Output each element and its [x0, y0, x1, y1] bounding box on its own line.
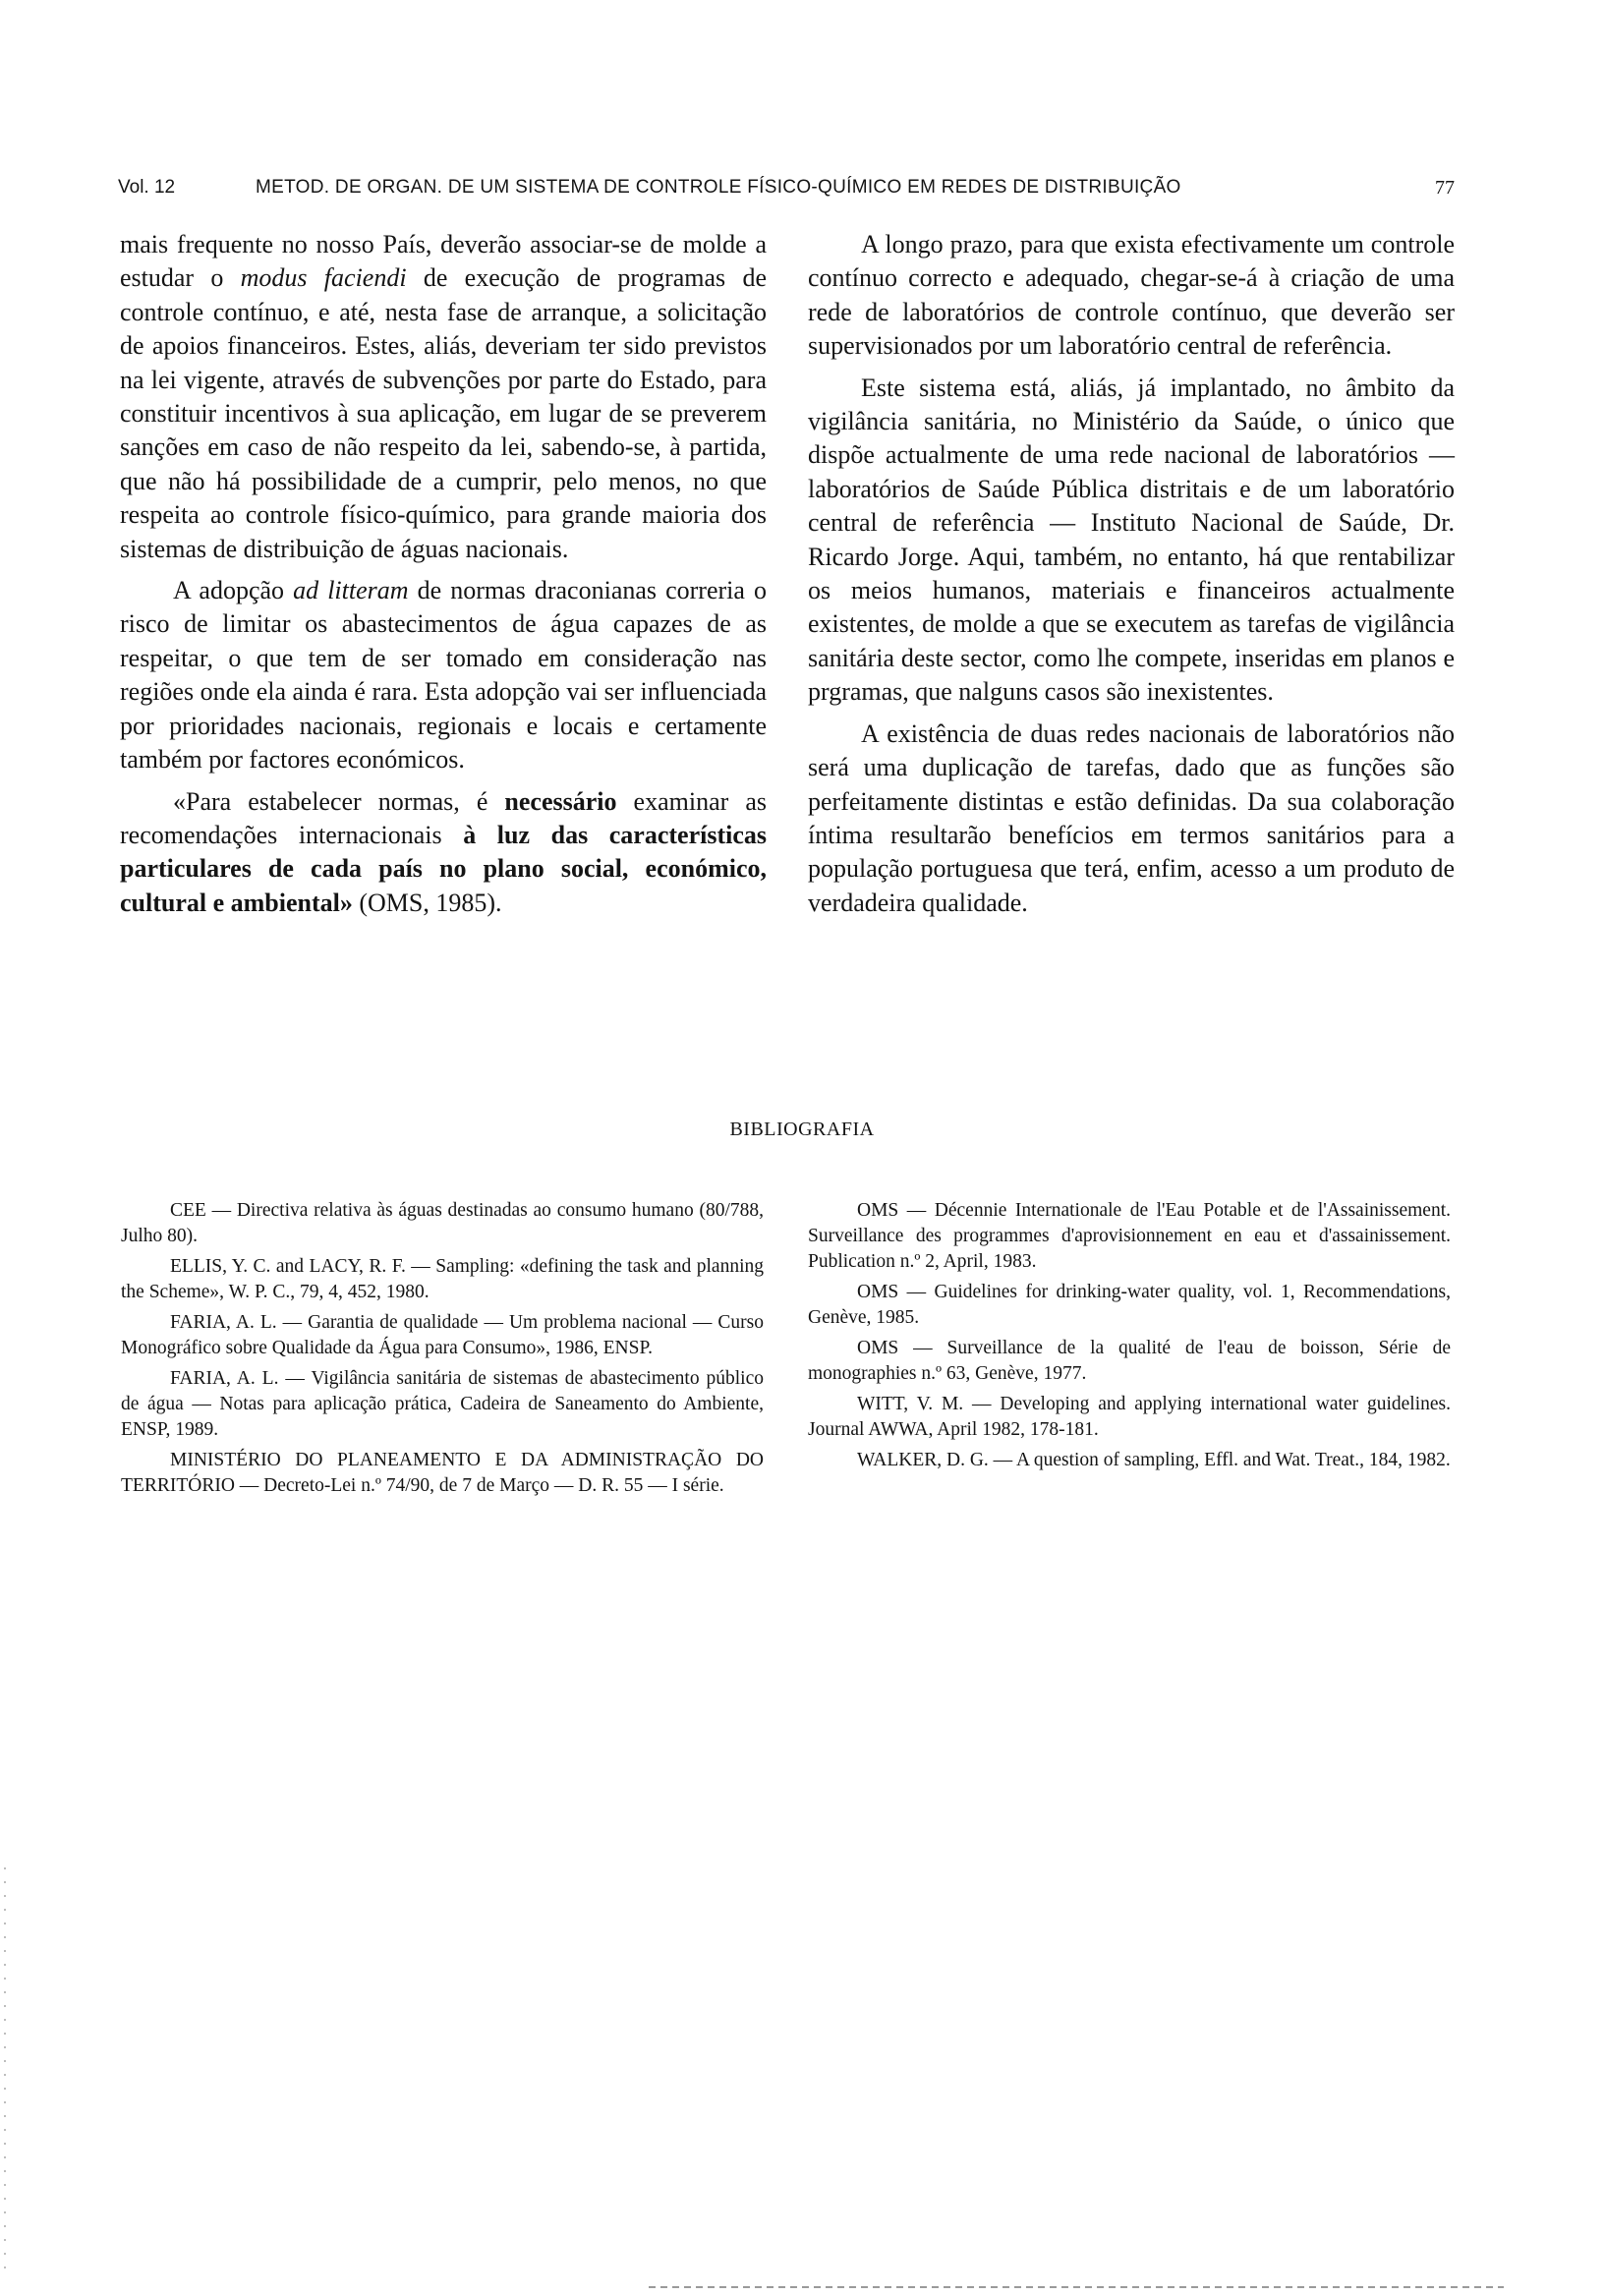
reference-item: OMS — Guidelines for drinking-water quality, vol. 1, Recommendations, Genève, 1985.: [808, 1282, 1451, 1328]
reference-item: FARIA, A. L. — Garantia de qualidade — Um problema nacional — Curso Monográfico sobre Qualidade da Água para Consumo», 1986, ENSP.: [121, 1312, 764, 1358]
reference-item: WITT, V. M. — Developing and applying international water guidelines. Journal AWWA, April 1982, 178-181.: [808, 1394, 1451, 1440]
paragraph: A existência de duas redes nacionais de laboratórios não será uma duplicação de tarefas, dado que as funções são perfeitamente distintas e estão definidas. Da sua colaboração íntima resultarão benefícios em termos sanitários para a população portuguesa que terá, enfim, acesso a um produto de verdadeira qualidade.: [808, 718, 1455, 917]
paragraph: A adopção ad litteram de normas draconianas correria o risco de limitar os abastecimentos de água capazes de as respeitar, o que tem de ser tomado em consideração nas regiões onde ela ainda é rara. Esta adopção vai ser influenciada por prioridades nacionais, regionais e locais e certamente também por factores económicos.: [120, 576, 767, 775]
reference-item: CEE — Directiva relativa às águas destinadas ao consumo humano (80/788, Julho 80).: [121, 1200, 764, 1246]
body-column-left: [120, 228, 767, 928]
reference-item: ELLIS, Y. C. and LACY, R. F. — Sampling: «defining the task and planning the Scheme», W. P. C., 79, 4, 452, 1980.: [121, 1256, 764, 1302]
reference-item: FARIA, A. L. — Vigilância sanitária de sistemas de abastecimento público de água — Notas para aplicação prática, Cadeira de Saneamento do Ambiente, ENSP, 1989.: [121, 1368, 764, 1440]
reference-item: OMS — Décennie Internationale de l'Eau Potable et de l'Assainissement. Surveillance des programmes d'aprovisionnement en eau et d'assainissement. Publication n.º 2, April, 1983.: [808, 1200, 1451, 1272]
bibliography-column-left: [121, 1198, 764, 1504]
reference-item: MINISTÉRIO DO PLANEAMENTO E DA ADMINISTRAÇÃO DO TERRITÓRIO — Decreto-Lei n.º 74/90, de 7 de Março — D. R. 55 — I série.: [121, 1450, 764, 1496]
quote-paragraph: «Para estabelecer normas, é necessário examinar as recomendações internacionais à luz das características particulares de cada país no plano social, económico, cultural e ambiental» (OMS, 1985).: [120, 786, 768, 917]
scan-bottom-dashes: [649, 2286, 1504, 2288]
reference-item: OMS — Surveillance de la qualité de l'eau de boisson, Série de monographies n.º 63, Genève, 1977.: [808, 1338, 1451, 1384]
running-title: METOD. DE ORGAN. DE UM SISTEMA DE CONTROLE FÍSICO-QUÍMICO EM REDES DE DISTRIBUIÇÃO: [256, 177, 1181, 198]
paragraph: mais frequente no nosso País, deverão associar-se de molde a estudar o modus faciendi de execução de programas de controle contínuo, e até, nesta fase de arranque, a solicitação de apoios financeiros. Estes, aliás, deveriam ter sido previstos na lei vigente, através de subvenções por parte do Estado, para constituir incentivos à sua aplicação, em lugar de se preverem sanções em caso de não respeito da lei, sabendo-se, à partida, que não há possibilidade de a cumprir, pelo menos, no que respeita ao controle físico-químico, para grande maioria dos sistemas de distribuição de águas nacionais.: [120, 230, 767, 563]
bibliography-column-right: [808, 1198, 1451, 1478]
bibliography-heading: BIBLIOGRAFIA: [729, 1119, 875, 1140]
paragraph: A longo prazo, para que exista efectivamente um controle contínuo correcto e adequado, chegar-se-á à criação de uma rede de laboratórios de controle contínuo, que deverão ser supervisionados por um laboratório central de referência.: [808, 230, 1455, 361]
volume-label: Vol. 12: [118, 177, 176, 198]
reference-item: WALKER, D. G. — A question of sampling, Effl. and Wat. Treat., 184, 1982.: [857, 1450, 1451, 1470]
scan-margin-dots: [4, 1867, 6, 2280]
body-column-right: [808, 228, 1455, 928]
paragraph: Este sistema está, aliás, já implantado, no âmbito da vigilância sanitária, no Ministério da Saúde, o único que dispõe actualmente de uma rede nacional de laboratórios — laboratórios de Saúde Pública distritais e de um laboratório central de referência — Instituto Nacional de Saúde, Dr. Ricardo Jorge. Aqui, também, no entanto, há que rentabilizar os meios humanos, materiais e financeiros actualmente existentes, de molde a que se executem as tarefas de vigilância sanitária deste sector, como lhe compete, inseridas em planos e prgramas, que nalguns casos são inexistentes.: [808, 373, 1455, 707]
page-number: 77: [1435, 177, 1455, 199]
running-header: [118, 177, 1455, 208]
